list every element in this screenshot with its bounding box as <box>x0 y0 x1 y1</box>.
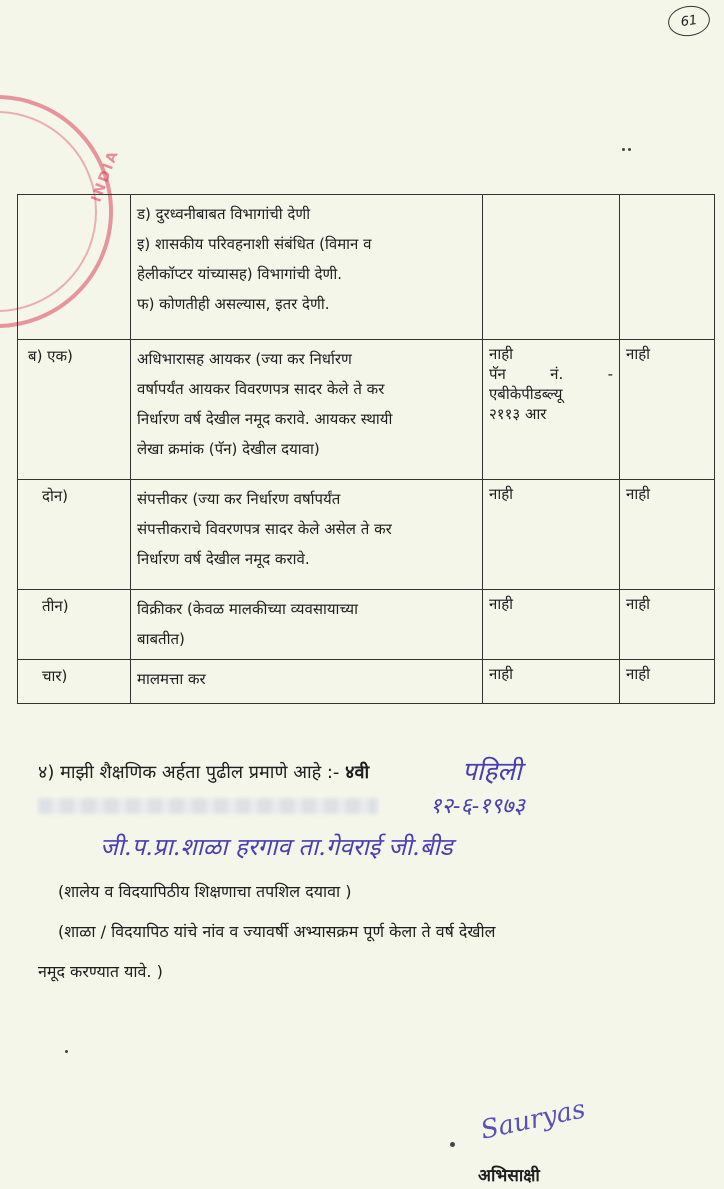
speck <box>628 148 631 151</box>
pan-line <box>489 364 613 384</box>
value-text: नाही <box>626 485 651 503</box>
row-label-cell <box>18 480 130 589</box>
pan-number-label: नं. <box>550 365 564 383</box>
row-label: दोन) <box>42 487 69 505</box>
witness-signature: Sauryas <box>478 1094 588 1146</box>
handwritten-school: जी.प.प्रा.शाळा हरगाव ता.गेवराई जी.बीड <box>100 833 453 861</box>
handwritten-pass: पहिली <box>462 757 522 787</box>
spouse-value-cell <box>619 480 716 589</box>
table-row <box>18 339 714 479</box>
pan-dash: - <box>607 365 613 383</box>
seal-text: INDIA <box>88 147 123 205</box>
value-text: नाही <box>626 595 651 613</box>
row-description-cell <box>130 660 482 703</box>
description-line: हेलीकॉप्टर यांच्यासह) विभागांची देणी. <box>137 265 343 283</box>
row-label: तीन) <box>42 597 69 615</box>
speck <box>622 148 625 151</box>
witness-label: अभिसाक्षी <box>478 1166 540 1186</box>
self-value-cell <box>482 480 619 589</box>
spouse-value-cell <box>619 195 716 339</box>
spouse-value-cell <box>619 340 716 479</box>
value-text: नाही <box>626 665 651 683</box>
description-line: इ) शासकीय परिवहनाशी संबंधित (विमान व <box>137 235 372 253</box>
redacted-text <box>38 798 378 814</box>
description-line: फ) कोणतीही असल्यास, इतर देणी. <box>137 295 330 313</box>
speck <box>450 1142 455 1147</box>
spouse-value-cell <box>619 660 716 703</box>
value-text: नाही <box>489 595 514 613</box>
table-row <box>18 195 714 339</box>
row-label: चार) <box>42 667 68 685</box>
note-education-details: (शालेय व विदयापिठीय शिक्षणाचा तपशिल दयावा ) <box>58 882 352 901</box>
row-label-cell <box>18 660 130 703</box>
description-line: वर्षापर्यंत आयकर विवरणपत्र सादर केले ते कर <box>137 380 385 398</box>
table-row <box>18 589 714 659</box>
value-text: नाही <box>489 665 514 683</box>
description-line: मालमत्ता कर <box>137 670 206 688</box>
handwritten-date: १२-६-१९७३ <box>430 794 525 819</box>
description-line: बाबतीत) <box>137 630 185 648</box>
page-number: 61 <box>666 3 712 39</box>
pan-value: २११३ आर <box>489 405 547 423</box>
liabilities-table <box>17 194 715 704</box>
pan-label: पॅन <box>489 365 506 383</box>
education-grade: ४वी <box>345 762 370 783</box>
description-line: अधिभारासह आयकर (ज्या कर निर्धारण <box>137 350 352 368</box>
pan-value: एबीकेपीडब्ल्यू <box>489 385 563 403</box>
value-text: नाही <box>489 485 514 503</box>
row-description-cell <box>130 340 482 479</box>
row-label-cell <box>18 340 130 479</box>
description-line: लेखा क्रमांक (पॅन) देखील दयावा) <box>137 440 320 458</box>
table-row <box>18 659 714 703</box>
description-line: संपत्तीकराचे विवरणपत्र सादर केले असेल ते कर <box>137 520 392 538</box>
spouse-value-cell <box>619 590 716 659</box>
value-text: नाही <box>626 345 651 363</box>
row-label-cell <box>18 195 130 339</box>
description-line: विक्रीकर (केवळ मालकीच्या व्यवसायाच्या <box>137 600 358 618</box>
description-line: निर्धारण वर्ष देखील नमूद करावे. आयकर स्थायी <box>137 410 393 428</box>
note-school-name-line2: नमूद करण्यात यावे. ) <box>38 962 163 981</box>
speck <box>65 1050 68 1053</box>
description-line: संपत्तीकर (ज्या कर निर्धारण वर्षापर्यंत <box>137 490 341 508</box>
row-description-cell <box>130 480 482 589</box>
self-value-cell <box>482 340 619 479</box>
row-description-cell <box>130 590 482 659</box>
self-value-cell <box>482 660 619 703</box>
table-row <box>18 479 714 589</box>
education-section <box>38 760 369 784</box>
description-line: निर्धारण वर्ष देखील नमूद करावे. <box>137 550 310 568</box>
description-line: ड) दुरध्वनीबाबत विभागांची देणी <box>137 205 311 223</box>
self-value-cell <box>482 195 619 339</box>
education-heading: ४) माझी शैक्षणिक अर्हता पुढील प्रमाणे आहे :- <box>38 762 340 783</box>
row-description-cell <box>130 195 482 339</box>
row-label: ब) एक) <box>28 347 73 365</box>
note-school-name-line1: (शाळा / विदयापिठ यांचे नांव व ज्यावर्षी अभ्यासक्रम पूर्ण केला ते वर्ष देखील <box>58 922 496 941</box>
self-value-cell <box>482 590 619 659</box>
row-label-cell <box>18 590 130 659</box>
value-text: नाही <box>489 345 514 363</box>
